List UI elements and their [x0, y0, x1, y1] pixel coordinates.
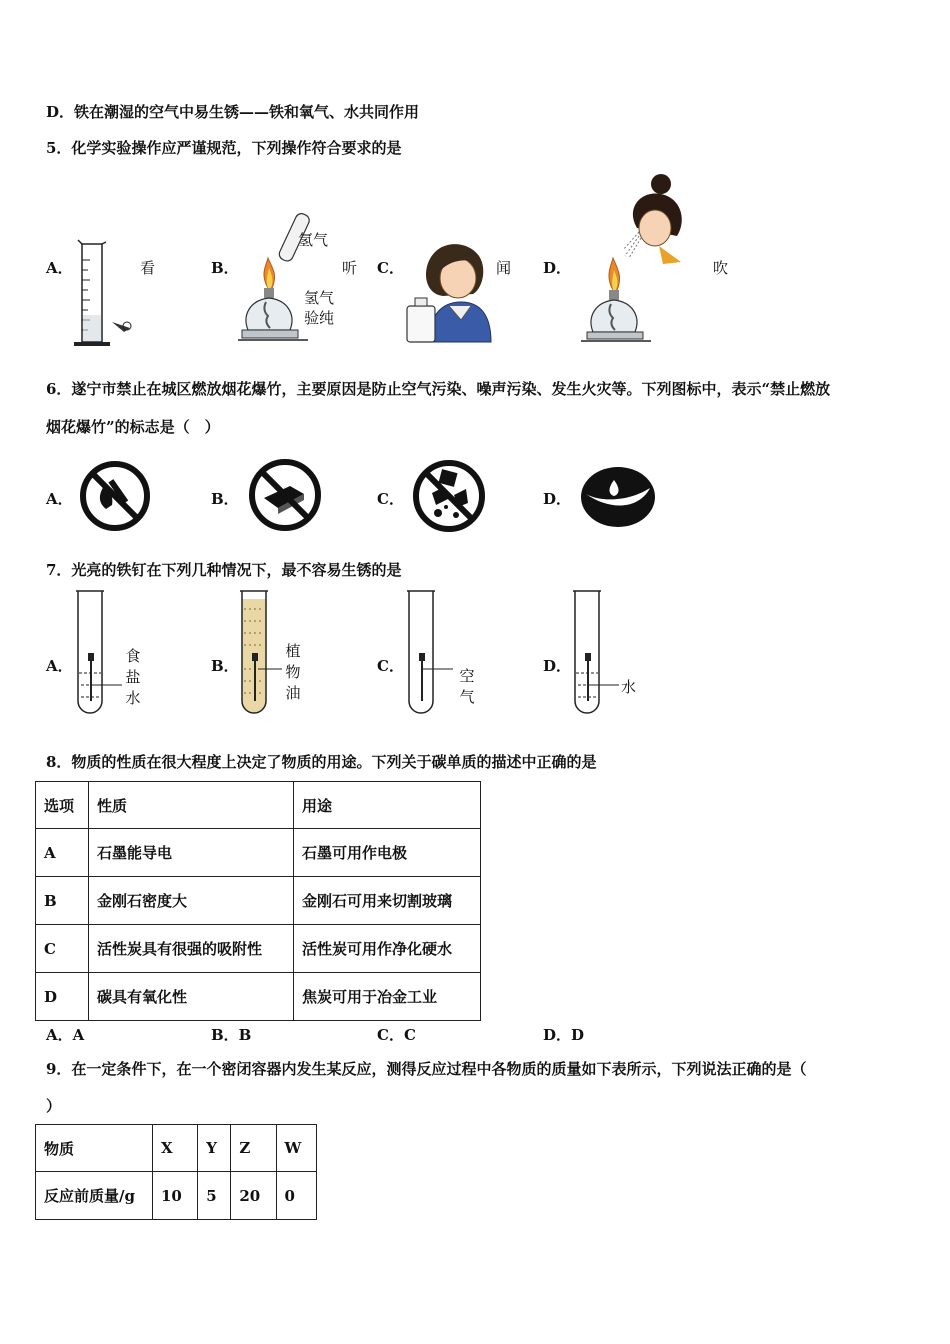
- no-open-flame-sign-icon: [78, 461, 152, 531]
- table-header-cell: Z: [231, 1125, 276, 1172]
- table-header-cell: W: [276, 1125, 316, 1172]
- table-cell: 0: [276, 1172, 316, 1220]
- table-cell: B: [36, 877, 89, 925]
- table-header-cell: 选项: [36, 782, 89, 829]
- no-firecrackers-sign-icon: [246, 458, 324, 532]
- q5-option-c-caption: 闻: [496, 259, 512, 277]
- q8-answer-c: C．C: [377, 1026, 416, 1044]
- air-label: 空气: [459, 667, 475, 706]
- q8-stem: 8．物质的性质在很大程度上决定了物质的用途。下列关于碳单质的描述中正确的是: [46, 753, 597, 771]
- table-cell: 焦炭可用于冶金工业: [294, 973, 481, 1021]
- vegetable-oil-label: 植物油: [285, 642, 301, 702]
- q8-answer-b: B．B: [211, 1026, 252, 1044]
- q5-option-a-caption: 看: [140, 259, 156, 277]
- q5-option-b-caption: 听: [342, 259, 358, 277]
- q7-stem: 7．光亮的铁钉在下列几种情况下，最不容易生锈的是: [46, 561, 402, 579]
- table-cell: 金刚石密度大: [89, 877, 294, 925]
- table-cell: 活性炭可用作净化硬水: [294, 925, 481, 973]
- q5-option-a-letter: A．: [46, 259, 73, 277]
- table-cell: 反应前质量/g: [36, 1172, 153, 1220]
- blowing-out-lamp-illustration: [585, 172, 695, 344]
- q6-option-a-letter: A．: [46, 490, 73, 508]
- no-fireworks-sign-icon: [410, 459, 488, 533]
- table-cell: 活性炭具有很强的吸附性: [89, 925, 294, 973]
- q6-stem-line2: 烟花爆竹”的标志是（ ）: [46, 418, 220, 436]
- q5-stem: 5．化学实验操作应严谨规范，下列操作符合要求的是: [46, 139, 402, 157]
- test-tube-salt-water-illustration: [74, 589, 124, 717]
- q7-option-a-letter: A．: [46, 657, 73, 675]
- q7-option-b-letter: B．: [211, 657, 239, 675]
- q7-option-d-letter: D．: [543, 657, 572, 675]
- table-header-cell: Y: [198, 1125, 231, 1172]
- graduated-cylinder-reading-illustration: [72, 240, 142, 348]
- salt-water-label: 食盐水: [125, 647, 141, 707]
- table-header-row: [36, 782, 481, 829]
- q8-answer-a: A．A: [46, 1026, 85, 1044]
- table-cell: A: [36, 829, 89, 877]
- table-header-cell: 用途: [294, 782, 481, 829]
- table-header-cell: X: [153, 1125, 198, 1172]
- q5-option-d-caption: 吹: [713, 259, 729, 277]
- table-cell: 石墨能导电: [89, 829, 294, 877]
- q5-option-d-letter: D．: [543, 259, 572, 277]
- hydrogen-purity-label: 氢气验纯: [304, 289, 335, 327]
- smelling-gas-illustration: [403, 236, 495, 346]
- water-saving-sign-icon: [578, 464, 660, 530]
- q5-option-b-letter: B．: [211, 259, 239, 277]
- q8-answer-d: D．D: [543, 1026, 585, 1044]
- table-cell: D: [36, 973, 89, 1021]
- q6-option-d-letter: D．: [543, 490, 572, 508]
- water-label: 水: [621, 678, 637, 696]
- q9-stem-line2: ）: [46, 1097, 62, 1115]
- hydrogen-tube-label: 氢气: [298, 231, 329, 249]
- table-cell: 5: [198, 1172, 231, 1220]
- test-tube-water-illustration: [571, 589, 621, 717]
- table-cell: 石墨可用作电极: [294, 829, 481, 877]
- table-header-cell: 物质: [36, 1125, 153, 1172]
- table-cell: 金刚石可用来切割玻璃: [294, 877, 481, 925]
- q4-option-d: D．铁在潮湿的空气中易生锈——铁和氧气、水共同作用: [46, 103, 420, 121]
- q9-stem-line1: 9．在一定条件下，在一个密闭容器内发生某反应，测得反应过程中各物质的质量如下表所示，下列说法正确的是（: [46, 1060, 807, 1078]
- table-row: [36, 1172, 317, 1220]
- table-cell: C: [36, 925, 89, 973]
- q6-stem-line1: 6．遂宁市禁止在城区燃放烟花爆竹，主要原因是防止空气污染、噪声污染、发生火灾等。下列图标中，表示“禁止燃放: [46, 380, 831, 398]
- table-header-cell: 性质: [89, 782, 294, 829]
- q9-table: [35, 1124, 317, 1220]
- table-row: [36, 877, 481, 925]
- table-row: [36, 829, 481, 877]
- table-cell: 碳具有氧化性: [89, 973, 294, 1021]
- table-cell: 20: [231, 1172, 276, 1220]
- table-cell: 10: [153, 1172, 198, 1220]
- table-row: [36, 925, 481, 973]
- q6-option-c-letter: C．: [377, 490, 404, 508]
- table-row: [36, 973, 481, 1021]
- test-tube-vegetable-oil-illustration: [238, 589, 288, 717]
- q5-option-c-letter: C．: [377, 259, 404, 277]
- q8-table: [35, 781, 481, 1021]
- test-tube-air-illustration: [405, 589, 455, 717]
- q7-option-c-letter: C．: [377, 657, 404, 675]
- q6-option-b-letter: B．: [211, 490, 239, 508]
- table-header-row: [36, 1125, 317, 1172]
